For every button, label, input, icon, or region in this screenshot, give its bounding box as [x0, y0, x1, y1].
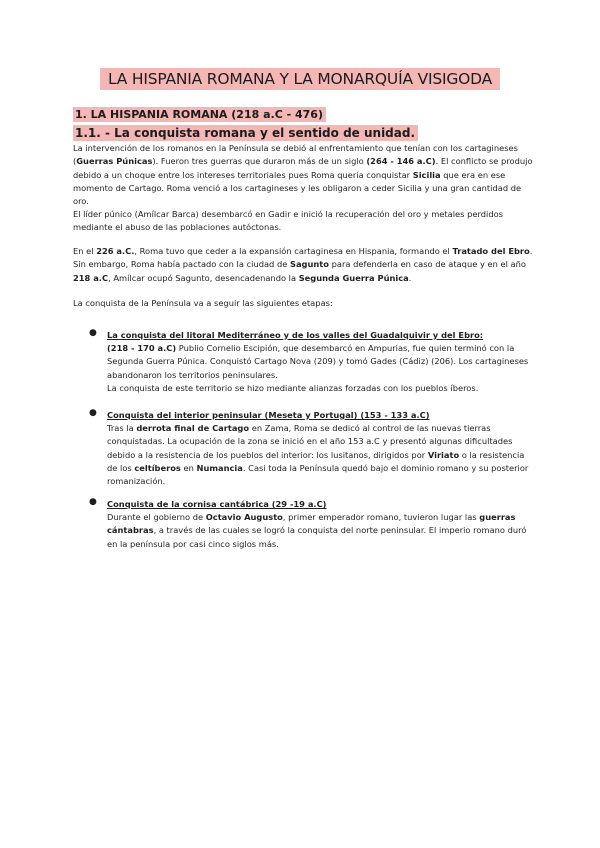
subsection-heading: 1.1. - La conquista romana y el sentido de unidad.	[73, 125, 418, 141]
bullet-heading-litoral: La conquista del litoral Mediterráneo y de los valles del Guadalquivir y del Ebro:	[107, 330, 484, 340]
bullet-text-cantabrica: Durante el gobierno de Octavio Augusto, primer emperador romano, tuvieron lugar las guerras cántabras, a través de las cuales se logró la conquista del norte peninsular. El imperio romano duró en la península por casi cinco siglos más.	[107, 512, 527, 549]
bullet-text-interior: Tras la derrota final de Cartago en Zama, Roma se dedicó al control de las nuevas tierras conquistadas. La ocupación de la zona se inició en el año 153 a.C y presentó algunas dificultades debido a la resistencia de los pueblos del interior: los lusitanos, dirigidos por Viriato o la resistencia de los celtíberos en Numancia. Casi toda la Península quedó bajo el dominio romano y su posterior romanización.	[107, 423, 529, 487]
bullet-heading-interior: Conquista del interior peninsular (Meseta y Portugal) (153 - 133 a.C)	[107, 410, 430, 420]
document-title: LA HISPANIA ROMANA Y LA MONARQUÍA VISIGODA	[100, 68, 500, 90]
bullet-icon: ●	[89, 408, 97, 418]
paragraph-tratado-ebro: En el 226 a.C., Roma tuvo que ceder a la expansión cartaginesa en Hispania, formando el Tratado del Ebro. Sin embargo, Roma había pactado con la ciudad de Sagunto para defenderla en caso de ataque y en el año 218 a.C, Amílcar ocupó Sagunto, desencadenando la Segunda Guerra Púnica.	[73, 246, 533, 283]
paragraph-etapas-intro: La conquista de la Península va a seguir las siguientes etapas:	[73, 298, 333, 308]
bullet-icon: ●	[89, 497, 97, 507]
paragraph-guerras-punicas: La intervención de los romanos en la Península se debió al enfrentamiento que tenían con los cartagineses (Guerras Púnicas). Fueron tres guerras que duraron más de un siglo (264 - 146 a.C). El conflicto se produjo debido a un choque entre los intereses territoriales pues Roma quería conquistar Sicilia que era en ese momento de Cartago. Roma venció a los cartagineses y les obligaron a ceder Sicilia y una gran cantidad de oro.	[73, 143, 533, 207]
bullet-text-litoral-alianzas: La conquista de este territorio se hizo mediante alianzas forzadas con los pueblos íberos.	[107, 383, 479, 393]
title-wrapper	[0, 68, 600, 90]
bullet-text-litoral: (218 - 170 a.C) Publio Cornelio Escipión, que desembarcó en Ampurias, fue quien terminó con la Segunda Guerra Púnica. Conquistó Cartago Nova (209) y tomó Gades (Cádiz) (206). Los cartagineses abandonaron los territorios peninsulares.	[107, 343, 529, 380]
bullet-icon: ●	[89, 328, 97, 338]
paragraph-amilcar: El líder púnico (Amílcar Barca) desembarcó en Gadir e inició la recuperación del oro y metales perdidos mediante el abuso de las poblaciones autóctonas.	[73, 209, 503, 233]
section-heading: 1. LA HISPANIA ROMANA (218 a.C - 476)	[73, 107, 326, 122]
bullet-heading-cantabrica: Conquista de la cornisa cantábrica (29 -19 a.C)	[107, 499, 327, 509]
